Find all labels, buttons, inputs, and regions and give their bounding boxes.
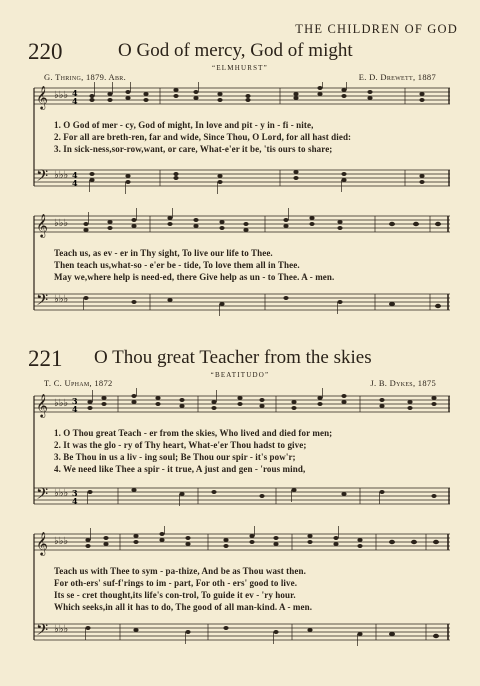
svg-text:♭♭♭: ♭♭♭ [54, 170, 69, 181]
music-system [30, 208, 455, 328]
svg-text:4: 4 [72, 170, 78, 180]
music-credit: E. D. Drewett, 1887 [358, 72, 436, 82]
svg-text:𝄞: 𝄞 [36, 393, 48, 417]
lyric-line-verse-3: May we,where help is need-ed, there Give help as un - to Thee. A - men. [54, 272, 335, 282]
lyric-line-verse-3: Its se - cret thought,its life's con-trol, To guide it ev - 'ry hour. [54, 590, 296, 600]
svg-text:𝄞: 𝄞 [36, 531, 48, 555]
music-system [30, 82, 455, 204]
svg-text:♭♭♭: ♭♭♭ [54, 90, 69, 101]
svg-text:♭♭♭: ♭♭♭ [54, 624, 69, 635]
svg-text:𝄢: 𝄢 [36, 621, 49, 643]
music-system [30, 526, 455, 660]
lyric-line-verse-2: 2. It was the glo - ry of Thy heart, What-e'er Thou hadst to give; [54, 440, 307, 450]
lyric-line-verse-1: Teach us with Thee to sym - pa-thize, And be as Thou wast then. [54, 566, 306, 576]
svg-text:𝄞: 𝄞 [36, 85, 48, 109]
lyric-line-verse-4: 4. We need like Thee a spir - it true, A just and gen - 'rous mind, [54, 464, 306, 474]
svg-text:♭♭♭: ♭♭♭ [54, 398, 69, 409]
lyric-line-verse-4: Which seeks,in all it has to do, The good of all man-kind. A - men. [54, 602, 313, 612]
svg-text:4: 4 [72, 88, 78, 98]
hymn-title: O God of mercy, God of might [118, 40, 353, 61]
svg-text:4: 4 [72, 96, 78, 106]
svg-text:♭♭♭: ♭♭♭ [54, 218, 69, 229]
lyric-line-verse-2: Then teach us,what-so - e'er be - tide, To love them all in Thee. [54, 260, 300, 270]
svg-text:♭♭♭: ♭♭♭ [54, 294, 69, 305]
svg-text:4: 4 [72, 496, 78, 506]
lyric-line-verse-3: 3. Be Thou in us a liv - ing soul; Be Thou our spir - it's pow'r; [54, 452, 296, 462]
hymn-number: 221 [28, 346, 63, 371]
music-notation [30, 82, 455, 204]
words-credit: G. Thring, 1879. Abr. [44, 72, 127, 82]
tune-name: “ELMHURST” [212, 64, 268, 72]
music-system [30, 388, 455, 522]
lyric-line-verse-1: Teach us, as ev - er in Thy sight, To live our life to Thee. [54, 248, 273, 258]
svg-text:♭♭♭: ♭♭♭ [54, 488, 69, 499]
lyric-line-verse-1: 1. O God of mer - cy, God of might, In love and pit - y in - fi - nite, [54, 120, 314, 130]
lyric-line-verse-1: 1. O Thou great Teach - er from the skies, Who lived and died for men; [54, 428, 333, 438]
svg-text:𝄢: 𝄢 [36, 167, 49, 189]
svg-text:4: 4 [72, 404, 78, 414]
lyric-line-verse-2: For oth-ers' suf-f'rings to im - part, For oth - ers' good to live. [54, 578, 298, 588]
lyric-line-verse-2: 2. For all are breth-ren, far and wide, Since Thou, O Lord, for all hast died: [54, 132, 352, 142]
tune-name: “BEATITUDO” [210, 371, 270, 379]
svg-text:3: 3 [72, 396, 78, 406]
svg-text:𝄞: 𝄞 [36, 213, 48, 237]
music-credit: J. B. Dykes, 1875 [370, 378, 436, 388]
words-credit: T. C. Upham, 1872 [44, 378, 113, 388]
hymn-title: O Thou great Teacher from the skies [94, 347, 372, 368]
svg-text:3: 3 [72, 488, 78, 498]
lyric-line-verse-3: 3. In sick-ness,sor-row,want, or care, What-e'er it be, 'tis ours to share; [54, 144, 333, 154]
hymn-number: 220 [28, 39, 63, 64]
section-header: THE CHILDREN OF GOD [295, 22, 458, 36]
svg-text:♭♭♭: ♭♭♭ [54, 536, 69, 547]
svg-text:𝄢: 𝄢 [36, 485, 49, 507]
svg-text:𝄢: 𝄢 [36, 291, 49, 313]
svg-text:4: 4 [72, 178, 78, 188]
